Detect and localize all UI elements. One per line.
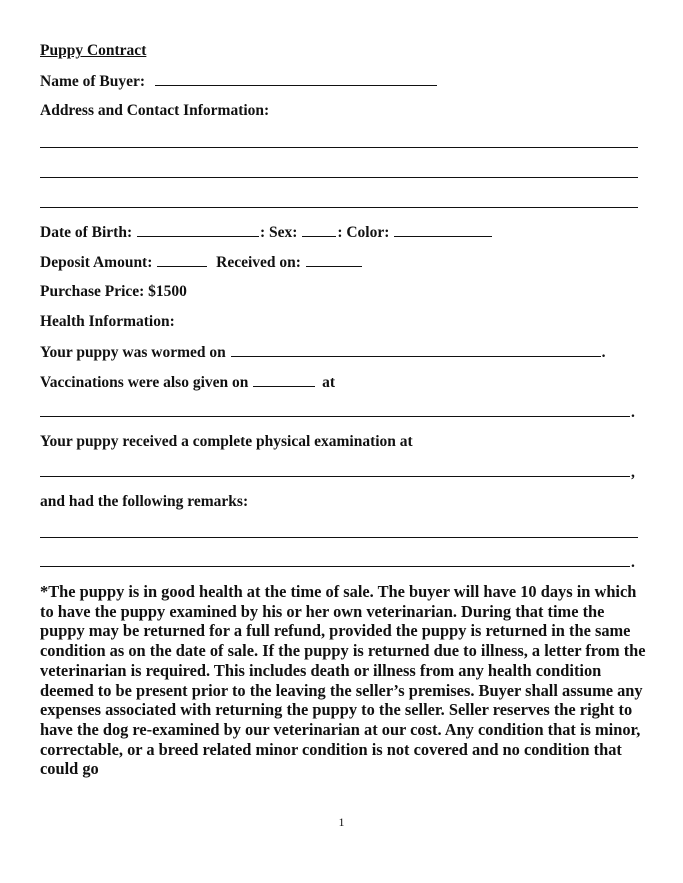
address-line-3[interactable] [40,207,638,208]
exam-comma: , [631,464,635,481]
address-label: Address and Contact Information: [40,102,270,119]
deposit-row [40,252,363,273]
vaccination-location-field[interactable] [40,402,630,417]
remarks-row-2 [40,552,635,573]
health-info-label: Health Information: [40,313,175,330]
received-label: Received on: [216,254,301,271]
wormed-period: . [601,344,606,361]
vaccination-period: . [631,404,635,421]
terms-paragraph: *The puppy is in good health at the time of sale. The buyer will have 10 days in which to have the puppy examined by his or her own veterinarian. During that time the puppy may be returned for a full refund, provided the puppy is returned in the same condition as on the date of sale. If the puppy is returned due to illness, a letter from the veterinarian is required. This includes death or illness from any health condition deemed to be present prior to the leaving the seller’s premises. Buyer shall assume any expenses associated with returning the puppy to the seller. Seller reserves the right to have the dog re-examined by our veterinarian at our cost. Any condition that is minor, correctable, or a breed related minor condition is not covered and no condition that could go [40,582,646,779]
vaccinations-at-label: at [322,374,336,391]
exam-location-field[interactable] [40,462,630,477]
vaccinations-label: Vaccinations were also given on [40,374,249,391]
document-title: Puppy Contract [40,42,147,59]
remarks-line-2[interactable] [40,552,630,567]
address-line-1[interactable] [40,147,638,148]
dob-field[interactable] [137,222,259,237]
received-field[interactable] [306,252,362,267]
dob-label: Date of Birth: [40,224,133,241]
buyer-name-field[interactable] [155,71,437,86]
dob-row [40,222,493,243]
deposit-label: Deposit Amount: [40,254,153,271]
address-line-2[interactable] [40,177,638,178]
remarks-line-1[interactable] [40,537,638,538]
buyer-name-label: Name of Buyer: [40,73,146,90]
vaccination-date-field[interactable] [253,372,315,387]
deposit-field[interactable] [157,252,207,267]
color-field[interactable] [394,222,492,237]
vaccinations-row [40,372,335,393]
exam-label: Your puppy received a complete physical examination at [40,433,413,450]
exam-location-row [40,462,635,483]
sex-label: : Sex: [260,224,298,241]
wormed-field[interactable] [231,342,601,357]
purchase-price: Purchase Price: $1500 [40,283,187,300]
page-number: 1 [338,815,345,829]
remarks-period: . [631,554,635,571]
vaccination-location-row [40,402,635,423]
wormed-row [40,342,606,363]
sex-field[interactable] [302,222,336,237]
buyer-name-row [40,71,438,92]
color-label: : Color: [337,224,390,241]
remarks-label: and had the following remarks: [40,493,249,510]
wormed-label: Your puppy was wormed on [40,344,226,361]
